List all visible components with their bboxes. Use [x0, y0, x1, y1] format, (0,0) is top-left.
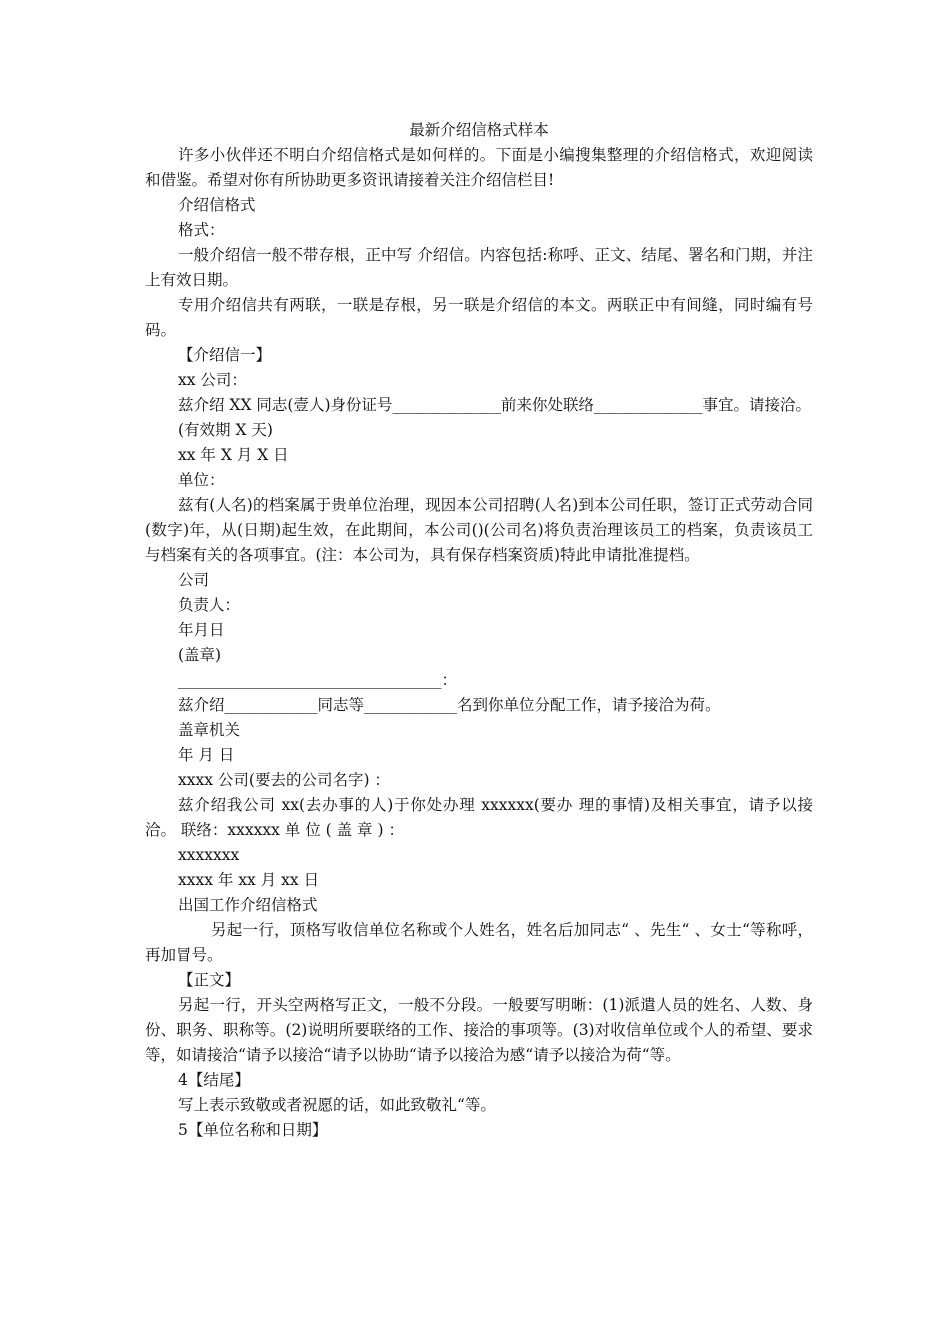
body-paragraph: 兹有(人名)的档案属于贵单位治理，现因本公司招聘(人名)到本公司任职，签订正式劳动合同(数字)年，从(日期)起生效，在此期间，本公司()(公司名)将负责治理该员工的档案，负责该员工与档案有关的各项事宜。(注：本公司为，具有保存档案资质)特此申请批准提档。: [145, 496, 813, 564]
salutation-line: xx 公司：: [178, 371, 247, 389]
document-page: [145, 118, 813, 1143]
stamp-line: (盖章): [178, 646, 222, 664]
section-heading: 出国工作介绍信格式: [178, 896, 318, 914]
document-title: 最新介绍信格式样本: [409, 121, 549, 139]
section-heading: 4【结尾】: [178, 1071, 250, 1089]
blank-salutation-line: __________________________________：: [178, 671, 458, 689]
salutation-line: xxxx 公司(要去的公司名字) ：: [178, 771, 390, 789]
body-paragraph: 兹介绍____________同志等____________名到你单位分配工作，请予接洽为荷。: [178, 696, 721, 714]
section-heading: 5【单位名称和日期】: [178, 1121, 328, 1139]
body-paragraph: 兹介绍我公司 xx(去办事的人)于你处办理 xxxxxx(要办 理的事情)及相关事宜，请予以接洽。 联络：xxxxxx 单 位 ( 盖 章 ) ：: [145, 796, 813, 839]
section-heading: 【介绍信一】: [178, 346, 272, 364]
date-line: 年月日: [178, 621, 225, 639]
intro-paragraph: 许多小伙伴还不明白介绍信格式是如何样的。下面是小编搜集整理的介绍信格式，欢迎阅读和借鉴。希望对你有所协助更多资讯请接着关注介绍信栏目!: [145, 146, 813, 189]
date-line: xxxx 年 xx 月 xx 日: [178, 871, 320, 889]
body-paragraph: 另起一行，开头空两格写正文，一般不分段。一般要写明晰：(1)派遣人员的姓名、人数、身份、职务、职称等。(2)说明所要联络的工作、接洽的事项等。(3)对收信单位或个人的希望、要求等，如请接洽“请予以接洽“请予以协助“请予以接洽为感“请予以接洽为荷“等。: [145, 996, 813, 1064]
signature-line: 公司: [178, 571, 210, 589]
date-line: 年 月 日: [178, 746, 235, 764]
signature-line: xxxxxxx: [178, 846, 240, 864]
signature-line: 负责人：: [178, 596, 241, 614]
section-heading: 介绍信格式: [178, 196, 256, 214]
signature-line: 盖章机关: [178, 721, 241, 739]
body-paragraph: 兹介绍 XX 同志(壹人)身份证号______________前来你处联络______________事宜。请接洽。: [178, 396, 812, 414]
validity-line: (有效期 X 天): [178, 421, 273, 439]
body-paragraph: 另起一行，顶格写收信单位名称或个人姓名，姓名后加同志“ 、先生“ 、女士“等称呼，再加冒号。: [145, 921, 813, 964]
body-paragraph: 专用介绍信共有两联，一联是存根，另一联是介绍信的本文。两联正中有间缝，同时编有号码。: [145, 296, 813, 339]
section-heading: 【正文】: [178, 971, 241, 989]
label-line: 格式：: [178, 221, 225, 239]
body-paragraph: 一般介绍信一般不带存根，正中写 介绍信。内容包括:称呼、正文、结尾、署名和门期，并注上有效日期。: [145, 246, 813, 289]
salutation-line: 单位：: [178, 471, 225, 489]
date-line: xx 年 X 月 X 日: [178, 446, 289, 464]
body-paragraph: 写上表示致敬或者祝愿的话，如此致敬礼“等。: [178, 1096, 496, 1114]
